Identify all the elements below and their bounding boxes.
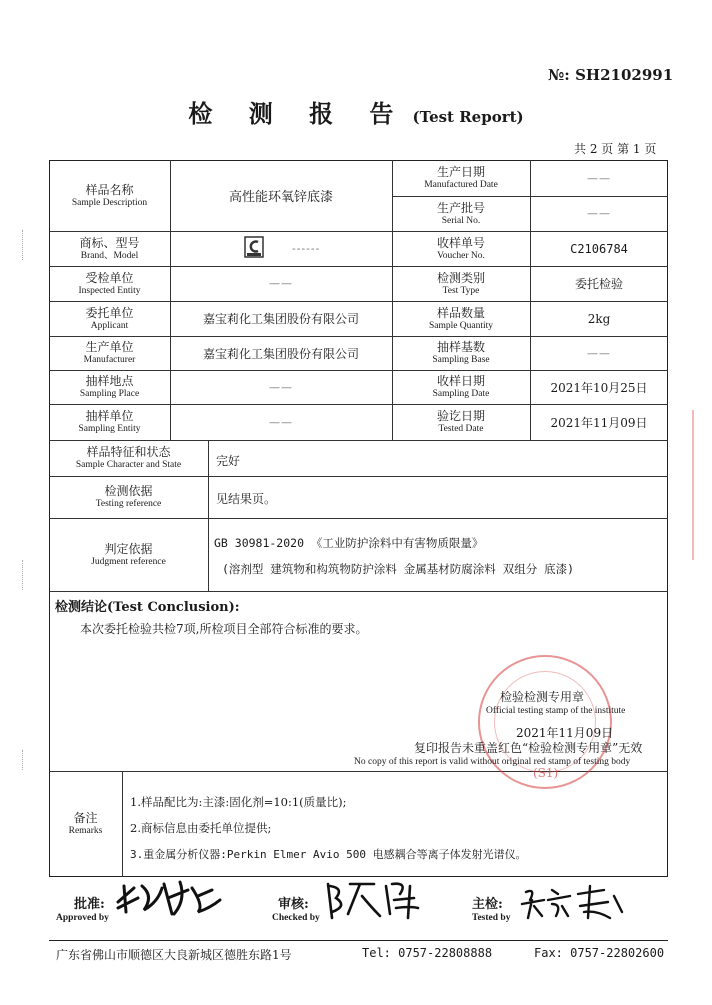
label-cn: 生产单位 [85,340,134,354]
label-cn: 检测类别 [436,270,485,285]
conclusion-text: 本次委托检验共检7项,所检项目全部符合标准的要求。 [80,622,368,636]
label-en: Test Type [442,285,480,296]
label-cn: 样品特征和状态 [86,445,171,459]
testing-reference-value: 见结果页。 [216,492,277,506]
test-type-label [392,266,530,301]
report-title-en: (Test Report) [412,108,524,126]
label-en: Sampling Place [79,389,140,399]
report-title-cn: 检 测 报 告 [188,99,408,128]
brand-logo-icon [244,236,264,258]
judgment-reference-line1: GB 30981-2020 《工业防护涂料中有害物质限量》 [214,536,484,550]
stamp-title: 检验检测专用章 [500,690,585,704]
label-cn: 抽样单位 [85,409,134,423]
scan-edge-mark [22,560,23,590]
stamp-date: 2021年11月09日 [516,726,614,740]
serial-no-value: —— [587,207,611,220]
approved-label-en: Approved by [56,913,109,923]
label-en: Sample Quantity [428,320,494,331]
label-en: Applicant [90,320,129,331]
scan-edge-mark [22,230,23,260]
label-en: Brand、Model [80,250,139,261]
copy-note-cn: 复印报告未重盖红色“检验检测专用章”无效 [414,741,643,755]
label-cn: 检测依据 [104,484,153,498]
remark-item: 2.商标信息由委托单位提供; [130,821,272,835]
label-cn: 生产批号 [436,200,485,215]
checked-signature-icon [322,878,434,922]
label-en: Sampling Date [432,389,490,399]
label-cn: 收样单号 [436,235,485,250]
remark-item: 3.重金属分析仪器:Perkin Elmer Avio 500 电感耦合等离子体发射光谱仪。 [130,848,527,861]
testing-reference-label [49,476,208,518]
label-cn: 抽样地点 [85,374,134,388]
inspected-entity-label [49,266,170,301]
test-date-value: 2021年11月09日 [550,415,648,430]
sample-quantity-value: 2kg [587,311,611,326]
stamp-subtitle: Official testing stamp of the institute [486,706,626,716]
applicant-label [49,301,170,336]
scan-edge-mark [22,750,23,770]
label-cn: 受检单位 [85,270,134,285]
label-en: Inspected Entity [78,285,141,296]
sampling-place-label [49,370,170,404]
report-title [0,94,712,129]
label-en: Sampling Base [432,355,490,365]
footer-tel: Tel: 0757-22808888 [362,946,493,960]
sampling-base-value: —— [587,346,611,360]
page-count: 共 2 页 第 1 页 [574,142,657,156]
label-en: Sampling Entity [78,424,141,434]
approved-signature-icon [114,878,226,920]
label-en: Manufactured Date [424,180,498,190]
remark-item: 1.样品配比为:主漆:固化剂=10:1(质量比); [130,795,347,809]
manufactured-date-label [392,160,530,196]
label-cn: 商标、型号 [79,235,140,250]
label-en: Testing reference [95,499,162,509]
approved-label: 批准: [74,897,105,912]
stamp-code: (S1) [533,766,559,780]
tested-signature-icon [518,882,628,922]
sampling-place-value: —— [269,380,293,394]
conclusion-title: 检测结论(Test Conclusion): [55,600,240,615]
voucher-no-value: C2106784 [570,241,628,256]
serial-no-label [392,196,530,231]
label-cn: 收样日期 [436,374,485,388]
remarks-label [49,771,122,877]
label-en: Judgment reference [91,556,166,567]
footer-divider [49,940,668,941]
applicant-value: 嘉宝莉化工集团股份有限公司 [202,312,359,326]
label-en: Voucher No. [437,250,485,261]
label-en: Serial No. [441,215,481,226]
row-divider [49,591,668,592]
label-cn: 判定依据 [104,541,153,556]
brand-model-label [49,231,170,266]
label-cn: 委托单位 [85,305,134,320]
sampling-date-value: 2021年10月25日 [550,380,648,395]
judgment-reference-label [49,518,208,591]
label-cn: 验讫日期 [436,409,485,423]
label-cn: 生产日期 [436,165,485,179]
judgment-reference-line2: (溶剂型 建筑物和构筑物防护涂料 金属基材防腐涂料 双组分 底漆) [222,562,575,576]
brand-model-value: ------ [292,242,321,255]
manufactured-date-value: —— [587,171,611,185]
col-divider [122,771,123,877]
checked-label-en: Checked by [272,913,320,923]
label-en: Sample Character and State [75,460,182,470]
manufacturer-value: 嘉宝莉化工集团股份有限公司 [202,346,359,361]
col-divider [208,440,209,591]
tested-label: 主检: [472,897,503,912]
voucher-no-label [392,231,530,266]
sample-quantity-label [392,301,530,336]
label-en: Remarks [68,826,103,836]
test-date-label [392,404,530,440]
label-en: Tested Date [438,424,484,434]
copy-note-en: No copy of this report is valid without original red stamp of testing body [354,757,631,767]
sampling-base-label [392,336,530,370]
label-cn: 备注 [73,811,98,825]
footer-fax: Fax: 0757-22802600 [534,946,665,960]
test-type-value: 委托检验 [574,277,623,291]
sampling-entity-value: —— [269,415,293,429]
sample-desc-label [49,160,170,231]
checked-label: 审核: [278,897,309,912]
tested-label-en: Tested by [472,913,511,923]
label-cn: 抽样基数 [436,340,485,354]
label-cn: 样品名称 [85,182,134,197]
adjacent-stamp-fragment-icon [692,410,712,560]
inspected-entity-value: —— [269,277,293,290]
report-number: №: SH2102991 [548,66,674,84]
sample-character-value: 完好 [216,454,241,468]
sampling-date-label [392,370,530,404]
sampling-entity-label [49,404,170,440]
manufacturer-label [49,336,170,370]
label-en: Manufacturer [83,355,136,365]
label-en: Sample Description [71,197,148,208]
footer-address: 广东省佛山市顺德区大良新城区德胜东路1号 [56,948,292,962]
sample-desc-value: 高性能环氧锌底漆 [228,190,333,205]
label-cn: 样品数量 [436,305,485,320]
sample-character-label [49,440,208,476]
